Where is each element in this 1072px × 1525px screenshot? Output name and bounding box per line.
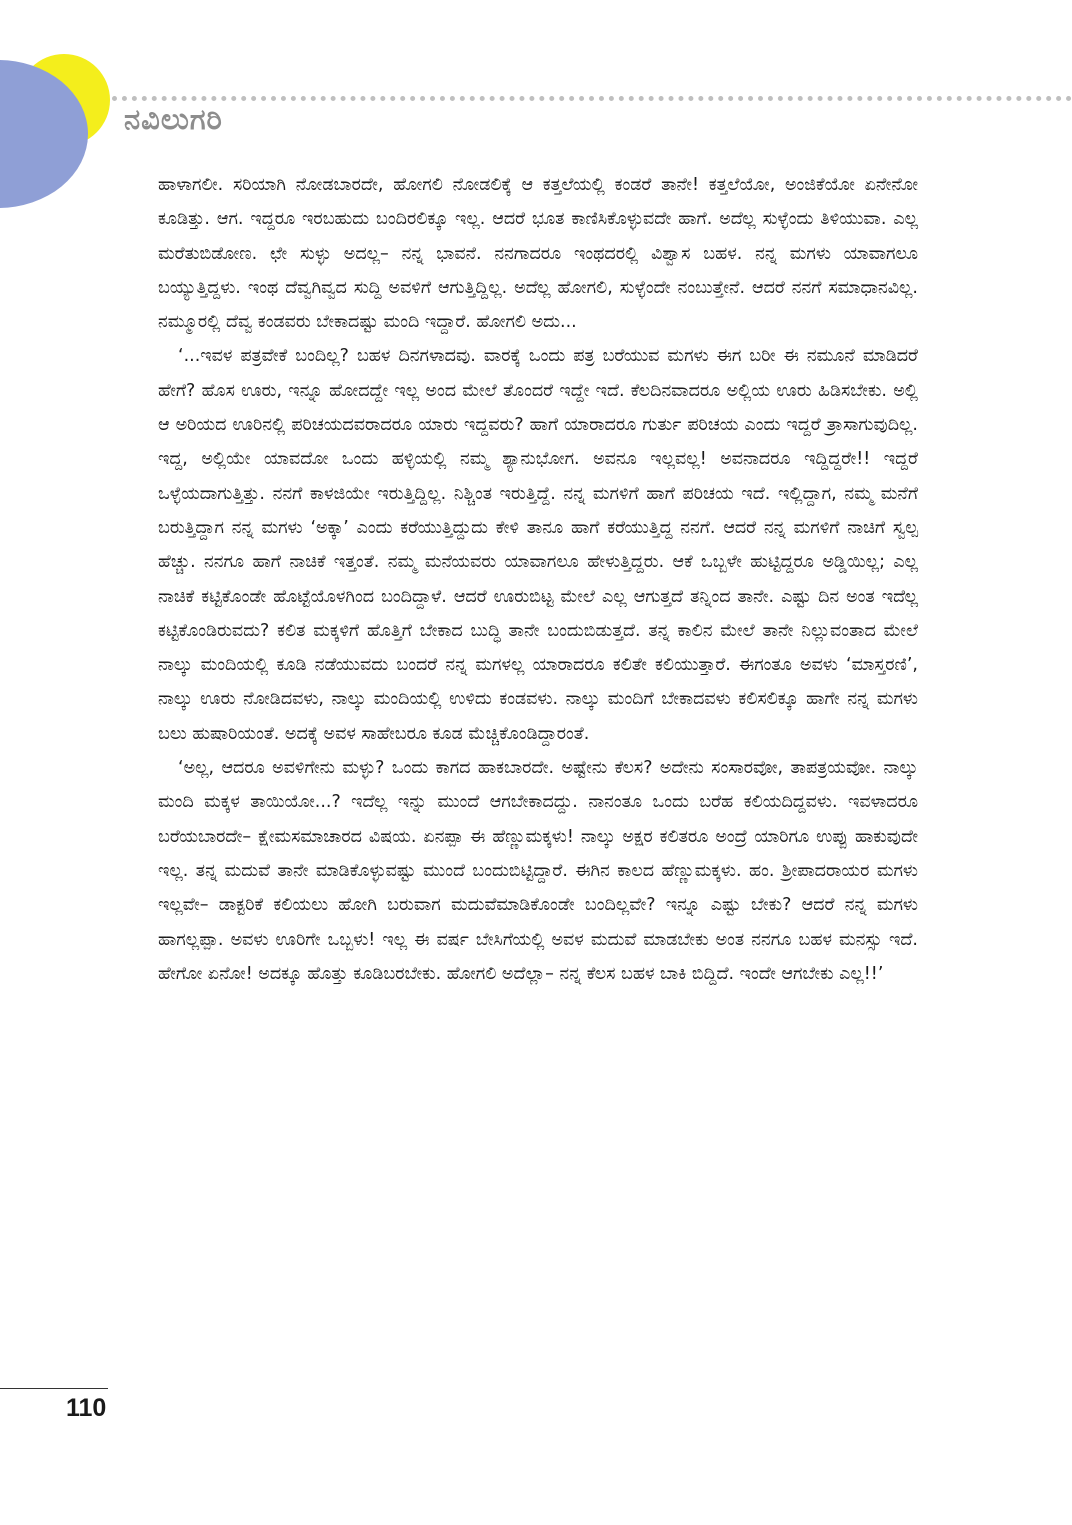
paragraph: ‘ಅಲ್ಲ, ಆದರೂ ಅವಳಿಗೇನು ಮಳ್ಳು? ಒಂದು ಕಾಗದ ಹಾಕಬಾರದೇ. ಅಷ್ಟೇನು ಕೆಲಸ? ಅದೇನು ಸಂಸಾರವೋ, ತಾಪತ್ರಯವೋ. ನಾಲ್ಕು ಮಂದಿ ಮಕ್ಕಳ ತಾಯಿಯೋ...? ಇದೆಲ್ಲ ಇನ್ನು ಮುಂದೆ ಆಗಬೇಕಾದದ್ದು. ನಾನಂತೂ ಒಂದು ಬರೆಹ ಕಲಿಯದಿದ್ದವಳು. ಇವಳಾದರೂ ಬರೆಯಬಾರದೇ– ಕ್ಷೇಮಸಮಾಚಾರದ ವಿಷಯ. ಏನಪ್ಪಾ ಈ ಹೆಣ್ಣುಮಕ್ಕಳು! ನಾಲ್ಕು ಅಕ್ಷರ ಕಲಿತರೂ ಅಂದ್ರೆ ಯಾರಿಗೂ ಉಪ್ಪು ಹಾಕುವುದೇ ಇಲ್ಲ. ತನ್ನ ಮದುವೆ ತಾನೇ ಮಾಡಿಕೊಳ್ಳುವಷ್ಟು ಮುಂದೆ ಬಂದುಬಿಟ್ಟಿದ್ದಾರೆ. ಈಗಿನ ಕಾಲದ ಹೆಣ್ಣುಮಕ್ಕಳು. ಹಂ. ಶ್ರೀಪಾದರಾಯರ ಮಗಳು ಇಲ್ಲವೇ– ಡಾಕ್ಟರಿಕೆ ಕಲಿಯಲು ಹೋಗಿ ಬರುವಾಗ ಮದುವೆಮಾಡಿಕೊಂಡೇ ಬಂದಿಲ್ಲವೇ? ಇನ್ನೂ ಎಷ್ಟು ಬೇಕು? ಆದರೆ ನನ್ನ ಮಗಳು ಹಾಗಲ್ಲಪ್ಪಾ. ಅವಳು ಊರಿಗೇ ಒಬ್ಬಳು! ಇಲ್ಲ ಈ ವರ್ಷ ಬೇಸಿಗೆಯಲ್ಲಿ ಅವಳ ಮದುವೆ ಮಾಡಬೇಕು ಅಂತ ನನಗೂ ಬಹಳ ಮನಸ್ಸು ಇದೆ. ಹೇಗೋ ಏನೋ! ಅದಕ್ಕೂ ಹೊತ್ತು ಕೂಡಿಬರಬೇಕು. ಹೋಗಲಿ ಅದೆಲ್ಲಾ– ನನ್ನ ಕೆಲಸ ಬಹಳ ಬಾಕಿ ಬಿದ್ದಿದೆ. ಇಂದೇ ಆಗಬೇಕು ಎಲ್ಲ!!’ xyxy=(158,758,918,984)
footer-rule xyxy=(0,1388,108,1389)
paragraph: ಹಾಳಾಗಲೀ. ಸರಿಯಾಗಿ ನೋಡಬಾರದೇ, ಹೋಗಲಿ ನೋಡಲಿಕ್ಕೆ ಆ ಕತ್ತಲೆಯಲ್ಲಿ ಕಂಡರೆ ತಾನೇ! ಕತ್ತಲೆಯೋ, ಅಂಜಿಕೆಯೋ ಏನೇನೋ ಕೂಡಿತ್ತು. ಆಗ. ಇದ್ದರೂ ಇರಬಹುದು ಬಂದಿರಲಿಕ್ಕೂ ಇಲ್ಲ. ಆದರೆ ಭೂತ ಕಾಣಿಸಿಕೊಳ್ಳುವದೇ ಹಾಗೆ. ಅದೆಲ್ಲ ಸುಳ್ಳೆಂದು ತಿಳಿಯುವಾ. ಎಲ್ಲ ಮರೆತುಬಿಡೋಣ. ಛೇ ಸುಳ್ಳು ಅದಲ್ಲ– ನನ್ನ ಭಾವನೆ. ನನಗಾದರೂ ಇಂಥದರಲ್ಲಿ ವಿಶ್ವಾಸ ಬಹಳ. ನನ್ನ ಮಗಳು ಯಾವಾಗಲೂ ಬಯ್ಯುತ್ತಿದ್ದಳು. ಇಂಥ ದೆವ್ವಗಿವ್ವದ ಸುದ್ದಿ ಅವಳಿಗೆ ಆಗುತ್ತಿದ್ದಿಲ್ಲ. ಅದೆಲ್ಲ ಹೋಗಲಿ, ಸುಳ್ಳೆಂದೇ ನಂಬುತ್ತೇನೆ. ಆದರೆ ನನಗೆ ಸಮಾಧಾನವಿಲ್ಲ. ನಮ್ಮೂರಲ್ಲಿ ದೆವ್ವ ಕಂಡವರು ಬೇಕಾದಷ್ಟು ಮಂದಿ ಇದ್ದಾರೆ. ಹೋಗಲಿ ಅದು... xyxy=(158,175,918,333)
running-header-title: ನವಿಲುಗರಿ xyxy=(124,102,223,136)
page-number: 110 xyxy=(66,1394,107,1422)
paragraph: ‘...ಇವಳ ಪತ್ರವೇಕೆ ಬಂದಿಲ್ಲ? ಬಹಳ ದಿನಗಳಾದವು. ವಾರಕ್ಕೆ ಒಂದು ಪತ್ರ ಬರೆಯುವ ಮಗಳು ಈಗ ಬರೀ ಈ ನಮೂನೆ ಮಾಡಿದರೆ ಹೇಗೆ? ಹೊಸ ಊರು, ಇನ್ನೂ ಹೋದದ್ದೇ ಇಲ್ಲ ಅಂದ ಮೇಲೆ ತೊಂದರೆ ಇದ್ದೇ ಇದೆ. ಕೆಲದಿನವಾದರೂ ಅಲ್ಲಿಯ ಊರು ಹಿಡಿಸಬೇಕು. ಅಲ್ಲಿ ಆ ಅರಿಯದ ಊರಿನಲ್ಲಿ ಪರಿಚಯದವರಾದರೂ ಯಾರು ಇದ್ದವರು? ಹಾಗೆ ಯಾರಾದರೂ ಗುರ್ತು ಪರಿಚಯ ಎಂದು ಇದ್ದರೆ ತ್ರಾಸಾಗುವುದಿಲ್ಲ. ಇದ್ದ, ಅಲ್ಲಿಯೇ ಯಾವದೋ ಒಂದು ಹಳ್ಳಿಯಲ್ಲಿ ನಮ್ಮ ಶ್ಯಾನುಭೋಗ. ಅವನೂ ಇಲ್ಲವಲ್ಲ! ಅವನಾದರೂ ಇದ್ದಿದ್ದರೇ!! ಇದ್ದರೆ ಒಳ್ಳೆಯದಾಗುತ್ತಿತ್ತು. ನನಗೆ ಕಾಳಜಿಯೇ ಇರುತ್ತಿದ್ದಿಲ್ಲ. ನಿಶ್ಚಿಂತ ಇರುತ್ತಿದ್ದೆ. ನನ್ನ ಮಗಳಿಗೆ ಹಾಗೆ ಪರಿಚಯ ಇದೆ. ಇಲ್ಲಿದ್ದಾಗ, ನಮ್ಮ ಮನೆಗೆ ಬರುತ್ತಿದ್ದಾಗ ನನ್ನ ಮಗಳು ‘ಅಕ್ಕಾ’ ಎಂದು ಕರೆಯುತ್ತಿದ್ದುದು ಕೇಳಿ ತಾನೂ ಹಾಗೆ ಕರೆಯುತ್ತಿದ್ದ ನನಗೆ. ಆದರೆ ನನ್ನ ಮಗಳಿಗೆ ನಾಚಿಗೆ ಸ್ವಲ್ಪ ಹೆಚ್ಚು. ನನಗೂ ಹಾಗೆ ನಾಚಿಕೆ ಇತ್ತಂತೆ. ನಮ್ಮ ಮನೆಯವರು ಯಾವಾಗಲೂ ಹೇಳುತ್ತಿದ್ದರು. ಆಕೆ ಒಬ್ಬಳೇ ಹುಟ್ಟಿದ್ದರೂ ಅಡ್ಡಿಯಿಲ್ಲ; ಎಲ್ಲ ನಾಚಿಕೆ ಕಟ್ಟಿಕೊಂಡೇ ಹೊಟ್ಟೆಯೊಳಗಿಂದ ಬಂದಿದ್ದಾಳೆ. ಆದರೆ ಊರುಬಿಟ್ಟ ಮೇಲೆ ಎಲ್ಲ ಆಗುತ್ತದೆ ತನ್ನಿಂದ ತಾನೇ. ಎಷ್ಟು ದಿನ ಅಂತ ಇದೆಲ್ಲ ಕಟ್ಟಿಕೊಂಡಿರುವದು? ಕಲಿತ ಮಕ್ಕಳಿಗೆ ಹೊತ್ತಿಗೆ ಬೇಕಾದ ಬುದ್ಧಿ ತಾನೇ ಬಂದುಬಿಡುತ್ತದೆ. ತನ್ನ ಕಾಲಿನ ಮೇಲೆ ತಾನೇ ನಿಲ್ಲುವಂತಾದ ಮೇಲೆ ನಾಲ್ಕು ಮಂದಿಯಲ್ಲಿ ಕೂಡಿ ನಡೆಯುವದು ಬಂದರೆ ನನ್ನ ಮಗಳಲ್ಲ ಯಾರಾದರೂ ಕಲಿತೇ ಕಲಿಯುತ್ತಾರೆ. ಈಗಂತೂ ಅವಳು ‘ಮಾಸ್ತರಣಿ’, ನಾಲ್ಕು ಊರು ನೋಡಿದವಳು, ನಾಲ್ಕು ಮಂದಿಯಲ್ಲಿ ಉಳಿದು ಕಂಡವಳು. ನಾಲ್ಕು ಮಂದಿಗೆ ಬೇಕಾದವಳು ಕಲಿಸಲಿಕ್ಕೂ ಹಾಗೇ ನನ್ನ ಮಗಳು ಬಲು ಹುಷಾರಿಯಂತೆ. ಅದಕ್ಕೆ ಅವಳ ಸಾಹೇಬರೂ ಕೂಡ ಮೆಚ್ಚಿಕೊಂಡಿದ್ದಾರಂತೆ. xyxy=(158,346,918,744)
body-text xyxy=(158,168,918,991)
header-dotted-rule xyxy=(112,96,1072,101)
